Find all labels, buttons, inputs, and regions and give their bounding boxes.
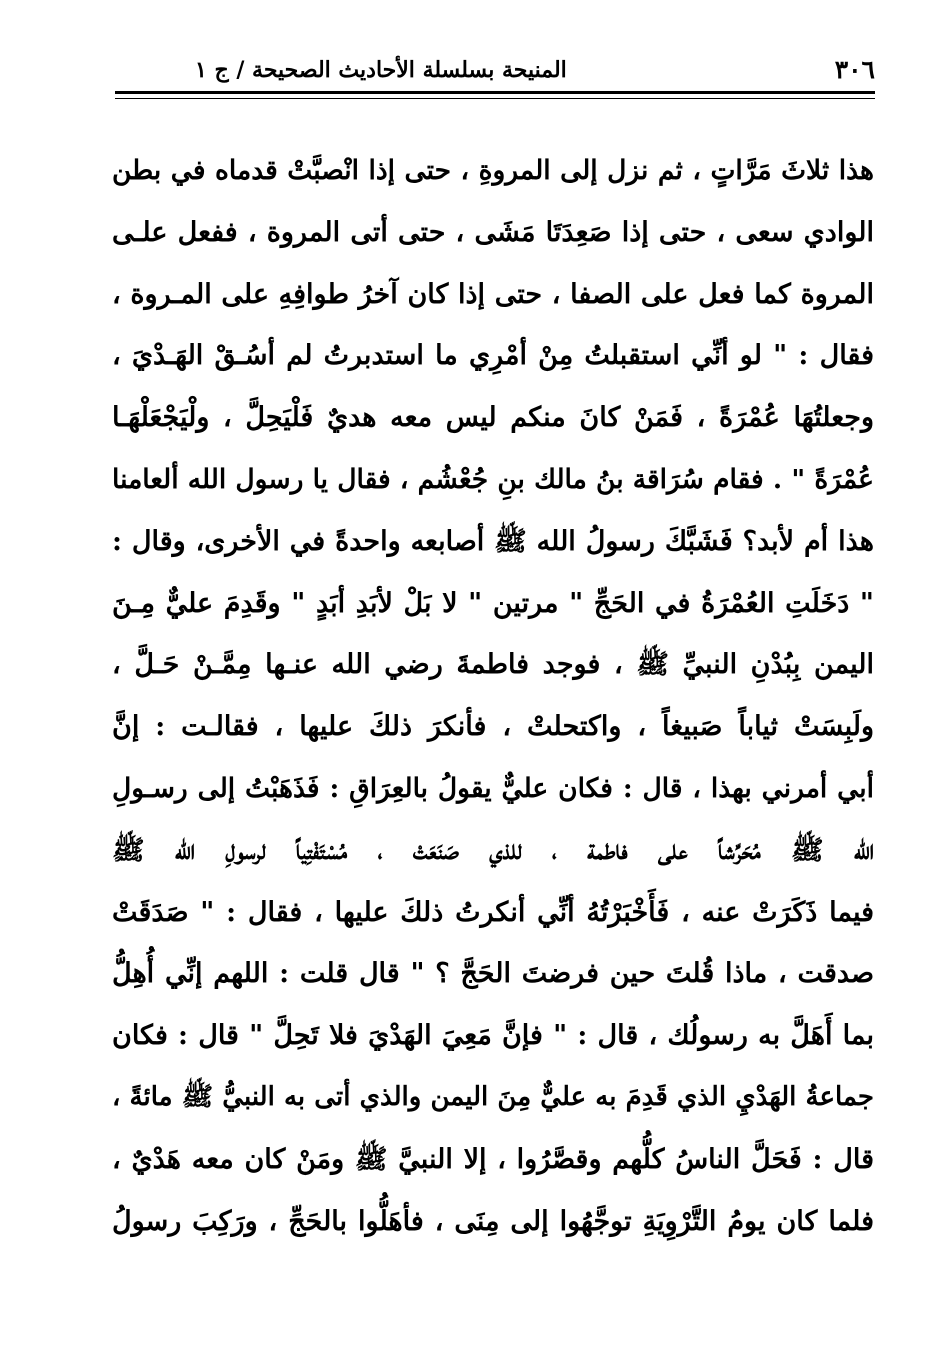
text-line: فلما كان يومُ التَّرْوِيَةِ توجَّهُوا إلى مِنَى ، فأهَلُّوا بالحَجِّ ، ورَكِبَ رسولُ — [112, 1205, 874, 1237]
text-line: ولَبِسَتْ ثياباً صَبيغاً ، واكتحلتْ ، فأنكرَ ذلكَ عليها ، فقالـت : إنَّ — [112, 711, 874, 743]
text-line: المروة كما فعل على الصفا ، حتى إذا كان آخرُ طوافِهِ على المـروة ، — [112, 278, 874, 310]
header-rule-thin — [115, 98, 875, 99]
text-line: هذا ثلاثَ مَرَّاتٍ ، ثم نزل إلى المروةِ ، حتى إذا انْصبَّتْ قدماه في بطن — [112, 155, 874, 186]
text-line: أبي أمرني بهذا ، قال : فكان عليٌّ يقولُ بالعِرَاقِ : فَذَهَبْتُ إلى رسـولِ — [112, 772, 874, 804]
header-rule-thick — [115, 91, 875, 94]
text-line: اليمن بِبُدْنِ النبيِّ ﷺ ، فوجد فاطمةَ رضي الله عنـها مِمَّـنْ حَـلَّ ، — [112, 649, 874, 681]
text-line: فيما ذَكَرَتْ عنه ، فَأَخْبَرْتُهُ أنِّي أنكرتُ ذلكَ عليها ، فقال : " صَدَقَتْ — [112, 896, 874, 928]
text-line: الوادي سعى ، حتى إذا صَعِدَتَا مَشَى ، حتى أتى المروة ، ففعل علـى — [112, 216, 874, 248]
text-line: وجعلتُهَا عُمْرَةً ، فَمَنْ كانَ منكم ليس معه هديٌ فَلْيَحِلَّ ، ولْيَجْعَلْهَـا — [112, 402, 874, 434]
page-number: ٣٠٦ — [834, 55, 875, 84]
text-line: هذا أم لأبد؟ فَشَبَّكَ رسولُ الله ﷺ أصابعه واحدةً في الأخرى، وقال : — [112, 525, 874, 557]
text-line: جماعةُ الهَدْيِ الذي قَدِمَ به عليٌّ مِنَ اليمن والذي أتى به النبيُّ ﷺ مائةً ، — [112, 1081, 874, 1112]
page-header — [115, 52, 875, 92]
text-line: بما أَهَلَّ به رسولُك ، قال : " فإنَّ مَعِيَ الهَدْيَ فلا تَحِلَّ " قال : فكان — [112, 1020, 874, 1052]
text-line: عُمْرَةً " . فقام سُرَاقة بنُ مالك بنِ جُعْشُم ، فقال يا رسول الله ألعامنا — [112, 463, 874, 495]
text-line: الله ﷺ مُحَرِّشاً على فاطمة ، للذي صَنَعَتْ ، مُسْتَفْتِياً لرسولِ الله ﷺ — [112, 834, 874, 866]
text-line: صدقت ، ماذا قُلتَ حين فرضتَ الحَجَّ ؟ " قال قلت : اللهم إنِّي أُهِلُّ — [112, 958, 874, 990]
text-line: " دَخَلَتِ العُمْرَةُ في الحَجِّ " مرتين " لا بَلْ لأبَدِ أبَدٍ " وقَدِمَ عليٌّ مِـنَ — [112, 587, 874, 619]
text-line: فقال : " لو أنِّي استقبلتُ مِنْ أمْرِي ما استدبرتُ لم أسُـقْ الهَـدْيَ ، — [112, 340, 874, 372]
body-text — [112, 140, 874, 1252]
running-title: المنيحة بسلسلة الأحاديث الصحيحة / ج ١ — [195, 57, 567, 83]
text-line: قال : فَحَلَّ الناسُ كلُّهم وقصَّرُوا ، إلا النبيَّ ﷺ ومَنْ كان معه هَدْيٌ ، — [112, 1143, 874, 1175]
